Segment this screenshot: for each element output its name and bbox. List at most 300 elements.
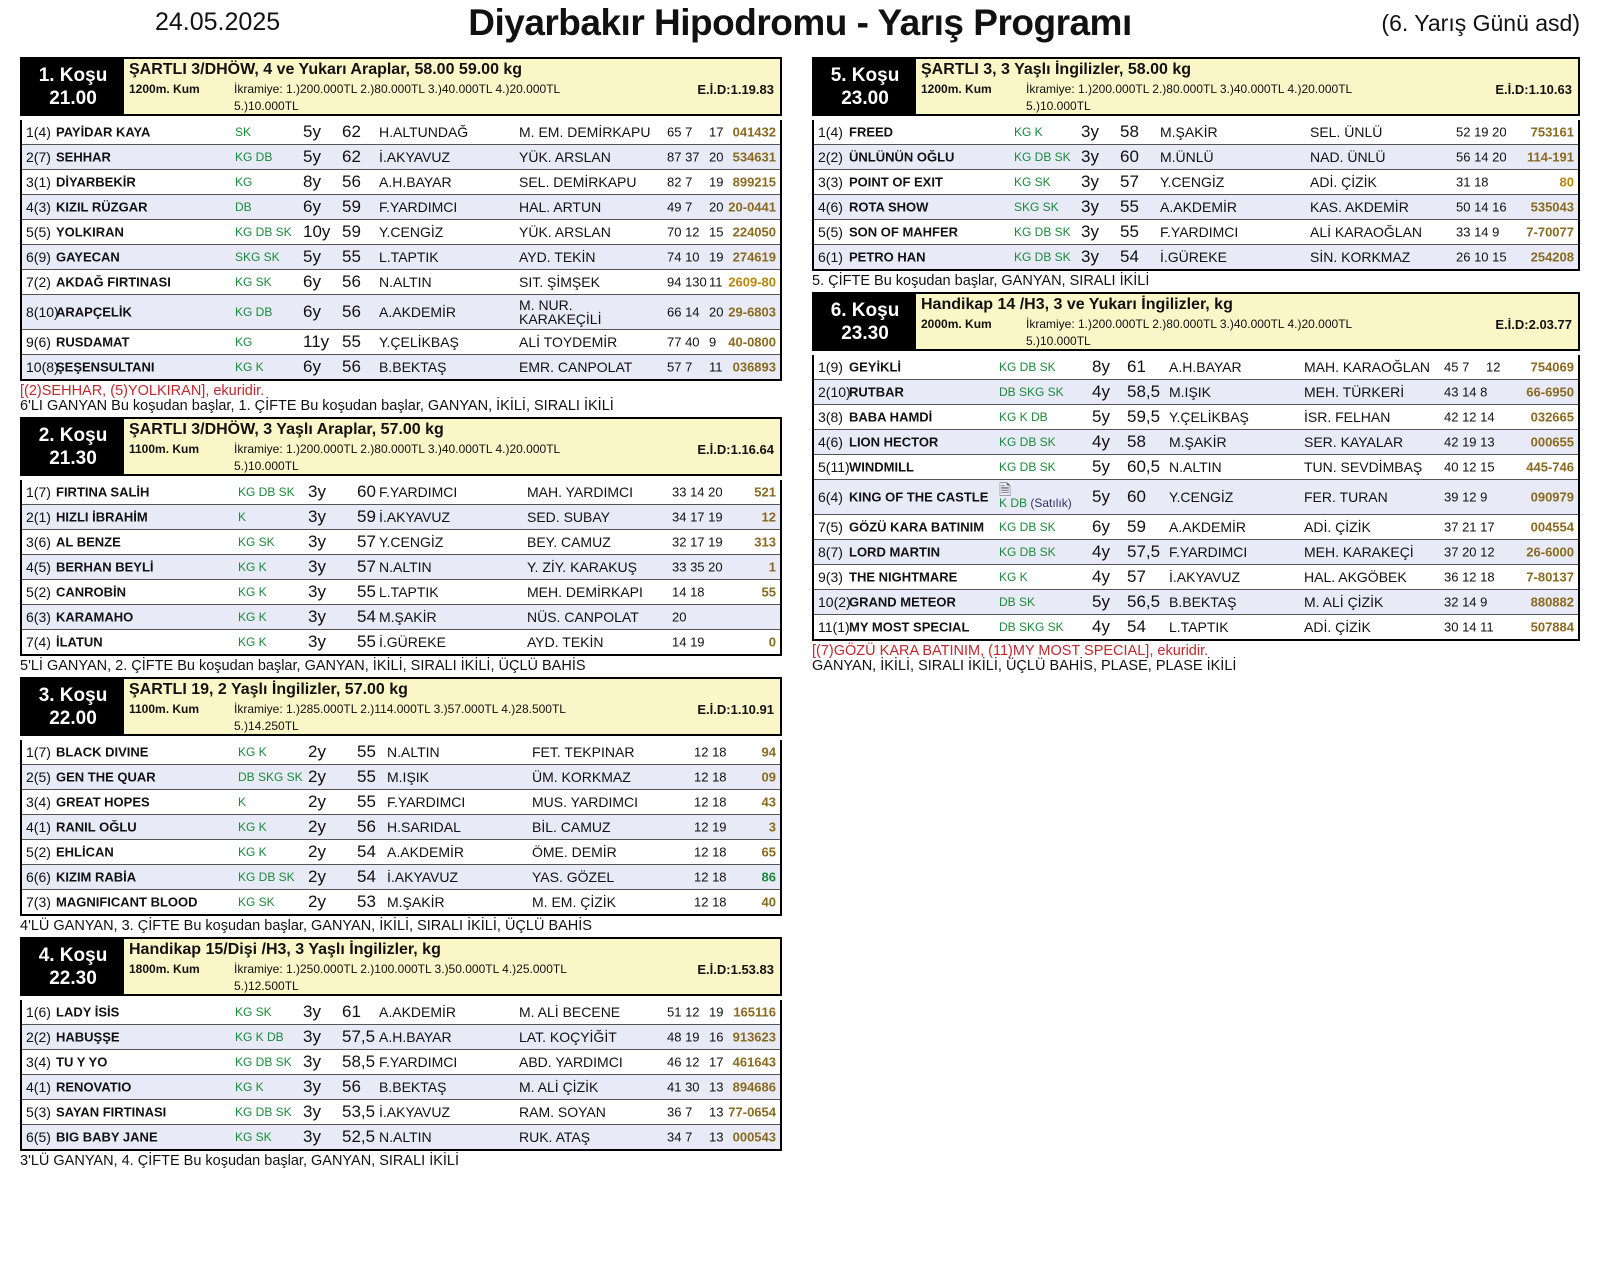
form-figures: 65 xyxy=(761,844,776,860)
equipment: KG DB SK xyxy=(1014,250,1071,264)
horse-row[interactable] xyxy=(814,220,1578,245)
trainer: LAT. KOÇYİĞİT xyxy=(519,1029,617,1045)
horse-name: HIZLI İBRAHİM xyxy=(56,509,148,525)
trainer: M. EM. ÇİZİK xyxy=(532,894,616,910)
trainer: MAH. YARDIMCI xyxy=(527,484,634,500)
horse-row[interactable] xyxy=(814,480,1578,515)
weight: 53 xyxy=(357,892,376,911)
horse-number: 2(2) xyxy=(26,1029,51,1045)
jockey: F.YARDIMCI xyxy=(1169,544,1248,560)
horse-name: İLATUN xyxy=(56,634,103,650)
horse-number: 1(4) xyxy=(26,124,51,140)
jockey: M.ŞAKİR xyxy=(379,609,437,625)
horse-age: 4y xyxy=(1092,542,1110,561)
equipment: KG SK xyxy=(235,1005,272,1019)
form-figures: 445-746 xyxy=(1526,459,1574,475)
horse-row[interactable] xyxy=(814,120,1578,145)
trainer: ALİ TOYDEMİR xyxy=(519,334,618,350)
stats: 77 40 xyxy=(667,334,700,350)
race-conditions: Handikap 15/Dişi /H3, 3 Yaşlı İngilizler, kg xyxy=(129,941,441,958)
form-figures: 754069 xyxy=(1530,359,1574,375)
weight: 53,5 xyxy=(342,1102,376,1121)
jockey: N.ALTIN xyxy=(379,274,432,290)
weight: 61 xyxy=(1127,357,1146,376)
left-column xyxy=(20,57,782,1172)
handicap-points: 17 xyxy=(709,1054,724,1070)
horse-number: 5(2) xyxy=(26,844,51,860)
horse-name: ÜNLÜNÜN OĞLU xyxy=(849,149,955,165)
weight: 56 xyxy=(342,172,361,191)
race-footer xyxy=(812,271,1580,292)
trainer: TUN. SEVDİMBAŞ xyxy=(1304,459,1423,475)
race-distance: 1200m. Kum xyxy=(129,82,200,96)
horse-name: GEN THE QUAR xyxy=(56,769,156,785)
horse-row[interactable] xyxy=(22,295,780,330)
equipment: KG K xyxy=(235,1080,264,1094)
horse-name: WINDMILL xyxy=(849,459,914,475)
horse-age: 3y xyxy=(1081,247,1099,266)
stats: 94 130 xyxy=(667,274,707,290)
form-figures: 1 xyxy=(768,559,776,575)
horse-row[interactable] xyxy=(22,1075,780,1100)
horse-name: ROTA SHOW xyxy=(849,199,929,215)
weight: 59,5 xyxy=(1127,407,1161,426)
stats: 12 19 xyxy=(694,819,727,835)
horse-number: 2(2) xyxy=(818,149,843,165)
jockey: N.ALTIN xyxy=(387,744,440,760)
weight: 59 xyxy=(342,197,361,216)
horse-name: KIZIL RÜZGAR xyxy=(56,199,148,215)
trainer: ADİ. ÇİZİK xyxy=(1304,619,1371,635)
horse-age: 3y xyxy=(303,1102,321,1121)
horse-row[interactable] xyxy=(22,740,780,765)
race-distance: 1800m. Kum xyxy=(129,962,200,976)
stats: 12 18 xyxy=(694,894,727,910)
jockey: B.BEKTAŞ xyxy=(379,359,447,375)
horse-name: THE NIGHTMARE xyxy=(849,569,958,585)
form-figures: 114-191 xyxy=(1527,149,1574,165)
horse-name: MY MOST SPECIAL xyxy=(849,619,970,635)
trainer: Y. ZİY. KARAKUŞ xyxy=(527,559,637,575)
horse-row[interactable] xyxy=(22,790,780,815)
race-time: 23.30 xyxy=(841,322,889,344)
horse-name: GREAT HOPES xyxy=(56,794,150,810)
stats: 12 18 xyxy=(694,744,727,760)
handicap-points: 13 xyxy=(709,1129,724,1145)
weight: 58 xyxy=(1127,432,1146,451)
equipment: KG DB SK xyxy=(235,1055,292,1069)
horse-name: LADY İSİS xyxy=(56,1004,120,1020)
horse-row[interactable] xyxy=(22,145,780,170)
weight: 55 xyxy=(1120,197,1139,216)
jockey: Y.CENGİZ xyxy=(379,224,444,240)
jockey: M.IŞIK xyxy=(387,769,430,785)
horse-name: RUTBAR xyxy=(849,384,904,400)
horse-age: 4y xyxy=(1092,567,1110,586)
trainer: SER. KAYALAR xyxy=(1304,434,1404,450)
form-figures: 521 xyxy=(754,484,776,500)
horse-name: POINT OF EXIT xyxy=(849,174,943,190)
race-block xyxy=(20,57,782,417)
weight: 57 xyxy=(357,557,376,576)
horse-age: 5y xyxy=(1092,592,1110,611)
trainer: M. ALİ ÇİZİK xyxy=(1304,594,1384,610)
horse-row[interactable] xyxy=(22,630,780,654)
equipment: KG xyxy=(235,175,253,189)
jockey: M.IŞIK xyxy=(1169,384,1212,400)
document-icon[interactable]: 🗎 xyxy=(999,482,1012,499)
stats: 12 18 xyxy=(694,769,727,785)
race-conditions: ŞARTLI 3/DHÖW, 3 Yaşlı Araplar, 57.00 kg xyxy=(129,421,444,438)
horse-age: 2y xyxy=(308,867,326,886)
form-figures: 224050 xyxy=(732,224,776,240)
horse-name: SAYAN FIRTINASI xyxy=(56,1104,167,1120)
race-number xyxy=(814,59,916,114)
horse-name: KARAMAHO xyxy=(56,609,134,625)
stats: 57 7 xyxy=(667,359,693,375)
horse-number: 6(9) xyxy=(26,249,51,265)
jockey: F.YARDIMCI xyxy=(379,484,458,500)
horse-row[interactable] xyxy=(814,515,1578,540)
race-prizes-extra: 5.)10.000TL xyxy=(1026,99,1091,113)
equipment: KG K xyxy=(235,360,264,374)
weight: 58,5 xyxy=(1127,382,1161,401)
trainer: M. ALİ ÇİZİK xyxy=(519,1079,599,1095)
horse-name: SON OF MAHFER xyxy=(849,224,959,240)
page-title: Diyarbakır Hipodromu - Yarış Programı xyxy=(468,2,1132,43)
equipment: KG xyxy=(235,335,253,349)
horse-age: 5y xyxy=(1092,407,1110,426)
trainer: MEH. KARAKEÇİ xyxy=(1304,544,1414,560)
ekuri-note: [(7)GÖZÜ KARA BATINIM, (11)MY MOST SPECIAL], ekuridir. xyxy=(812,643,1209,659)
trainer: ADİ. ÇİZİK xyxy=(1304,519,1371,535)
horse-row[interactable] xyxy=(22,865,780,890)
race-number xyxy=(22,679,124,734)
form-figures: 274619 xyxy=(732,249,776,265)
jockey: İ.GÜREKE xyxy=(379,634,446,650)
weight: 56 xyxy=(342,357,361,376)
race-block xyxy=(812,57,1580,292)
stats: 31 18 xyxy=(1456,174,1489,190)
jockey: N.ALTIN xyxy=(379,559,432,575)
stats: 32 17 19 xyxy=(672,534,723,550)
horse-number: 5(5) xyxy=(818,224,843,240)
jockey: F.YARDIMCI xyxy=(1160,224,1239,240)
jockey: A.H.BAYAR xyxy=(379,1029,452,1045)
horse-row[interactable] xyxy=(22,270,780,295)
trainer: NÜS. CANPOLAT xyxy=(527,609,639,625)
weight: 57 xyxy=(1127,567,1146,586)
horse-age: 3y xyxy=(1081,172,1099,191)
horse-row[interactable] xyxy=(22,530,780,555)
equipment: DB SKG SK xyxy=(238,770,303,784)
jockey: İ.AKYAVUZ xyxy=(379,1104,451,1120)
form-figures: 09 xyxy=(761,769,776,785)
trainer-line: M. NUR. xyxy=(519,297,573,313)
horse-number: 2(10) xyxy=(818,384,851,400)
stats: 34 17 19 xyxy=(672,509,723,525)
race-time: 22.30 xyxy=(49,967,97,989)
horse-row[interactable] xyxy=(22,605,780,630)
trainer: ABD. YARDIMCI xyxy=(519,1054,623,1070)
form-figures: 94 xyxy=(761,744,776,760)
equipment: DB xyxy=(235,200,252,214)
equipment: K xyxy=(238,795,247,809)
horse-number: 4(1) xyxy=(26,1079,51,1095)
weight: 54 xyxy=(1127,617,1146,636)
jockey: N.ALTIN xyxy=(1169,459,1222,475)
horse-table xyxy=(812,355,1580,641)
horse-age: 3y xyxy=(308,532,326,551)
horse-row[interactable] xyxy=(814,615,1578,639)
horse-row[interactable] xyxy=(22,505,780,530)
handicap-points: 17 xyxy=(709,124,724,140)
handicap-points: 19 xyxy=(709,174,724,190)
horse-row[interactable] xyxy=(22,1125,780,1149)
horse-age: 3y xyxy=(1081,222,1099,241)
equipment: KG K xyxy=(1014,125,1043,139)
race-record: E.İ.D:1.10.63 xyxy=(1495,82,1572,97)
trainer: HAL. ARTUN xyxy=(519,199,602,215)
trainer: HAL. AKGÖBEK xyxy=(1304,569,1407,585)
horse-row[interactable] xyxy=(22,580,780,605)
equipment: KG SK xyxy=(235,275,272,289)
jockey: A.AKDEMİR xyxy=(379,304,457,320)
horse-row[interactable] xyxy=(22,555,780,580)
bet-types: 5'Lİ GANYAN, 2. ÇİFTE Bu koşudan başlar, GANYAN, İKİLİ, SIRALI İKİLİ, ÜÇLÜ BAHİS xyxy=(20,658,586,674)
jockey: M.ŞAKİR xyxy=(1160,124,1218,140)
trainer: FET. TEKPINAR xyxy=(532,744,635,760)
horse-name: RUSDAMAT xyxy=(56,334,130,350)
horse-age: 6y xyxy=(303,197,321,216)
horse-row[interactable] xyxy=(22,840,780,865)
horse-age: 2y xyxy=(308,817,326,836)
handicap-points: 20 xyxy=(709,199,724,215)
horse-number: 10(2) xyxy=(818,594,851,610)
race-label: 5. Koşu xyxy=(830,64,900,86)
stats: 12 18 xyxy=(694,794,727,810)
race-conditions: ŞARTLI 3/DHÖW, 4 ve Yukarı Araplar, 58.00 59.00 kg xyxy=(129,61,523,78)
form-figures: 12 xyxy=(761,509,776,525)
horse-row[interactable] xyxy=(22,1100,780,1125)
stats: 12 18 xyxy=(694,844,727,860)
horse-number: 7(4) xyxy=(26,634,51,650)
horse-row[interactable] xyxy=(814,355,1578,380)
horse-row[interactable] xyxy=(22,1000,780,1025)
horse-row[interactable] xyxy=(814,380,1578,405)
horse-name: BABA HAMDİ xyxy=(849,409,933,425)
trainer: İSR. FELHAN xyxy=(1304,409,1391,425)
race-day: (6. Yarış Günü asd) xyxy=(1381,10,1580,36)
jockey: B.BEKTAŞ xyxy=(379,1079,447,1095)
form-figures: 20-0441 xyxy=(728,199,776,215)
horse-name: DİYARBEKİR xyxy=(56,174,136,190)
equipment: KG K xyxy=(238,635,267,649)
horse-name: AKDAĞ FIRTINASI xyxy=(56,274,171,290)
equipment: DB SKG SK xyxy=(999,620,1064,634)
horse-age: 4y xyxy=(1092,432,1110,451)
weight: 62 xyxy=(342,147,361,166)
trainer: MUS. YARDIMCI xyxy=(532,794,639,810)
horse-row[interactable] xyxy=(814,430,1578,455)
horse-number: 9(3) xyxy=(818,569,843,585)
form-figures: 753161 xyxy=(1530,124,1574,140)
horse-name: LION HECTOR xyxy=(849,434,939,450)
horse-row[interactable] xyxy=(814,455,1578,480)
horse-number: 5(11) xyxy=(818,459,850,475)
horse-row[interactable] xyxy=(814,540,1578,565)
horse-number: 4(6) xyxy=(818,434,843,450)
race-prizes-extra: 5.)10.000TL xyxy=(1026,334,1091,348)
jockey: H.ALTUNDAĞ xyxy=(379,124,469,140)
jockey: M.ÜNLÜ xyxy=(1160,149,1214,165)
equipment: KG SK xyxy=(1014,175,1051,189)
horse-row[interactable] xyxy=(22,330,780,355)
horse-row[interactable] xyxy=(814,590,1578,615)
horse-name: ŞEŞENSULTANI xyxy=(56,359,155,375)
horse-name: RENOVATIO xyxy=(56,1079,132,1095)
stats: 49 7 xyxy=(667,199,693,215)
form-figures: 000543 xyxy=(732,1129,776,1145)
trainer: YÜK. ARSLAN xyxy=(519,224,611,240)
equipment: KG SK xyxy=(238,535,275,549)
equipment: KG K DB xyxy=(999,410,1048,424)
trainer: ÜM. KORKMAZ xyxy=(532,769,631,785)
horse-number: 6(4) xyxy=(818,489,843,505)
trainer: EMR. CANPOLAT xyxy=(519,359,633,375)
stats: 14 18 xyxy=(672,584,705,600)
equipment: KG DB SK xyxy=(238,485,295,499)
trainer: AYD. TEKİN xyxy=(527,634,604,650)
horse-name: EHLİCAN xyxy=(56,844,114,860)
jockey: N.ALTIN xyxy=(379,1129,432,1145)
horse-age: 3y xyxy=(308,507,326,526)
horse-row[interactable] xyxy=(814,145,1578,170)
horse-name: GEYİKLİ xyxy=(849,359,902,375)
race-label: 4. Koşu xyxy=(38,944,108,966)
horse-row[interactable] xyxy=(814,565,1578,590)
horse-row[interactable] xyxy=(22,1050,780,1075)
horse-row[interactable] xyxy=(814,245,1578,269)
horse-row[interactable] xyxy=(22,765,780,790)
race-footer xyxy=(20,1151,782,1172)
race-record: E.İ.D:1.16.64 xyxy=(697,442,774,457)
weight: 58,5 xyxy=(342,1052,376,1071)
trainer: MEH. DEMİRKAPI xyxy=(527,584,643,600)
horse-row[interactable] xyxy=(22,120,780,145)
weight: 60 xyxy=(1127,487,1146,506)
race-info xyxy=(124,419,780,474)
horse-age: 4y xyxy=(1092,617,1110,636)
form-figures: 534631 xyxy=(732,149,776,165)
handicap-points: 11 xyxy=(709,274,723,290)
horse-number: 6(5) xyxy=(26,1129,51,1145)
race-header xyxy=(20,937,782,996)
weight: 55 xyxy=(342,332,361,351)
equipment: KG DB SK xyxy=(1014,225,1071,239)
form-figures: 254208 xyxy=(1530,249,1574,265)
horse-row[interactable] xyxy=(814,195,1578,220)
horse-number: 4(6) xyxy=(818,199,843,215)
trainer: MEH. TÜRKERİ xyxy=(1304,384,1405,400)
race-prizes: İkramiye: 1.)200.000TL 2.)80.000TL 3.)40.000TL 4.)20.000TL xyxy=(1026,317,1353,331)
horse-number: 8(10) xyxy=(26,304,59,320)
weight: 59 xyxy=(357,507,376,526)
horse-name: SEHHAR xyxy=(56,149,111,165)
horse-row[interactable] xyxy=(22,355,780,379)
race-prizes: İkramiye: 1.)200.000TL 2.)80.000TL 3.)40.000TL 4.)20.000TL xyxy=(234,442,561,456)
equipment: KG DB SK xyxy=(1014,150,1071,164)
equipment: SKG SK xyxy=(235,250,280,264)
form-figures: 000655 xyxy=(1530,434,1574,450)
horse-row[interactable] xyxy=(22,480,780,505)
weight: 54 xyxy=(1120,247,1139,266)
horse-table xyxy=(20,120,782,381)
horse-age: 3y xyxy=(303,1077,321,1096)
horse-row[interactable] xyxy=(22,890,780,914)
horse-row[interactable] xyxy=(22,1025,780,1050)
horse-number: 4(5) xyxy=(26,559,51,575)
trainer: YAS. GÖZEL xyxy=(532,869,615,885)
weight: 56 xyxy=(357,817,376,836)
race-header xyxy=(812,57,1580,116)
equipment: KG K xyxy=(238,610,267,624)
equipment: KG SK xyxy=(238,895,275,909)
horse-age: 11y xyxy=(303,332,330,351)
equipment: KG DB xyxy=(235,150,273,164)
jockey: F.YARDIMCI xyxy=(379,199,458,215)
horse-name: BLACK DIVINE xyxy=(56,744,149,760)
horse-age: 3y xyxy=(303,1002,321,1021)
jockey: İ.AKYAVUZ xyxy=(387,869,459,885)
stats: 42 12 14 xyxy=(1444,409,1495,425)
stats: 40 12 15 xyxy=(1444,459,1495,475)
horse-name: ARAPÇELİK xyxy=(56,304,132,320)
horse-name: GRAND METEOR xyxy=(849,594,956,610)
horse-row[interactable] xyxy=(22,245,780,270)
horse-number: 5(5) xyxy=(26,224,51,240)
equipment: KG SK xyxy=(235,1130,272,1144)
horse-row[interactable] xyxy=(22,170,780,195)
horse-row[interactable] xyxy=(22,195,780,220)
form-figures: 899215 xyxy=(732,174,776,190)
horse-row[interactable] xyxy=(814,405,1578,430)
horse-name: RANIL OĞLU xyxy=(56,819,137,835)
race-header xyxy=(20,417,782,476)
horse-table xyxy=(20,480,782,656)
horse-age: 3y xyxy=(1081,122,1099,141)
horse-name: AL BENZE xyxy=(56,534,121,550)
jockey: L.TAPTIK xyxy=(379,584,439,600)
trainer: ADİ. ÇİZİK xyxy=(1310,174,1377,190)
horse-age: 6y xyxy=(303,272,321,291)
horse-number: 7(5) xyxy=(818,519,843,535)
race-distance: 1200m. Kum xyxy=(921,82,992,96)
jockey: Y.CENGİZ xyxy=(1160,174,1225,190)
form-figures: 80 xyxy=(1559,174,1574,190)
horse-row[interactable] xyxy=(22,815,780,840)
stats: 46 12 xyxy=(667,1054,700,1070)
weight: 54 xyxy=(357,607,376,626)
horse-row[interactable] xyxy=(814,170,1578,195)
weight: 58 xyxy=(1120,122,1139,141)
stats: 42 19 13 xyxy=(1444,434,1495,450)
horse-number: 3(3) xyxy=(818,174,843,190)
stats: 48 19 xyxy=(667,1029,700,1045)
trainer: ÖME. DEMİR xyxy=(532,844,617,860)
horse-row[interactable] xyxy=(22,220,780,245)
date: 24.05.2025 xyxy=(155,8,281,36)
